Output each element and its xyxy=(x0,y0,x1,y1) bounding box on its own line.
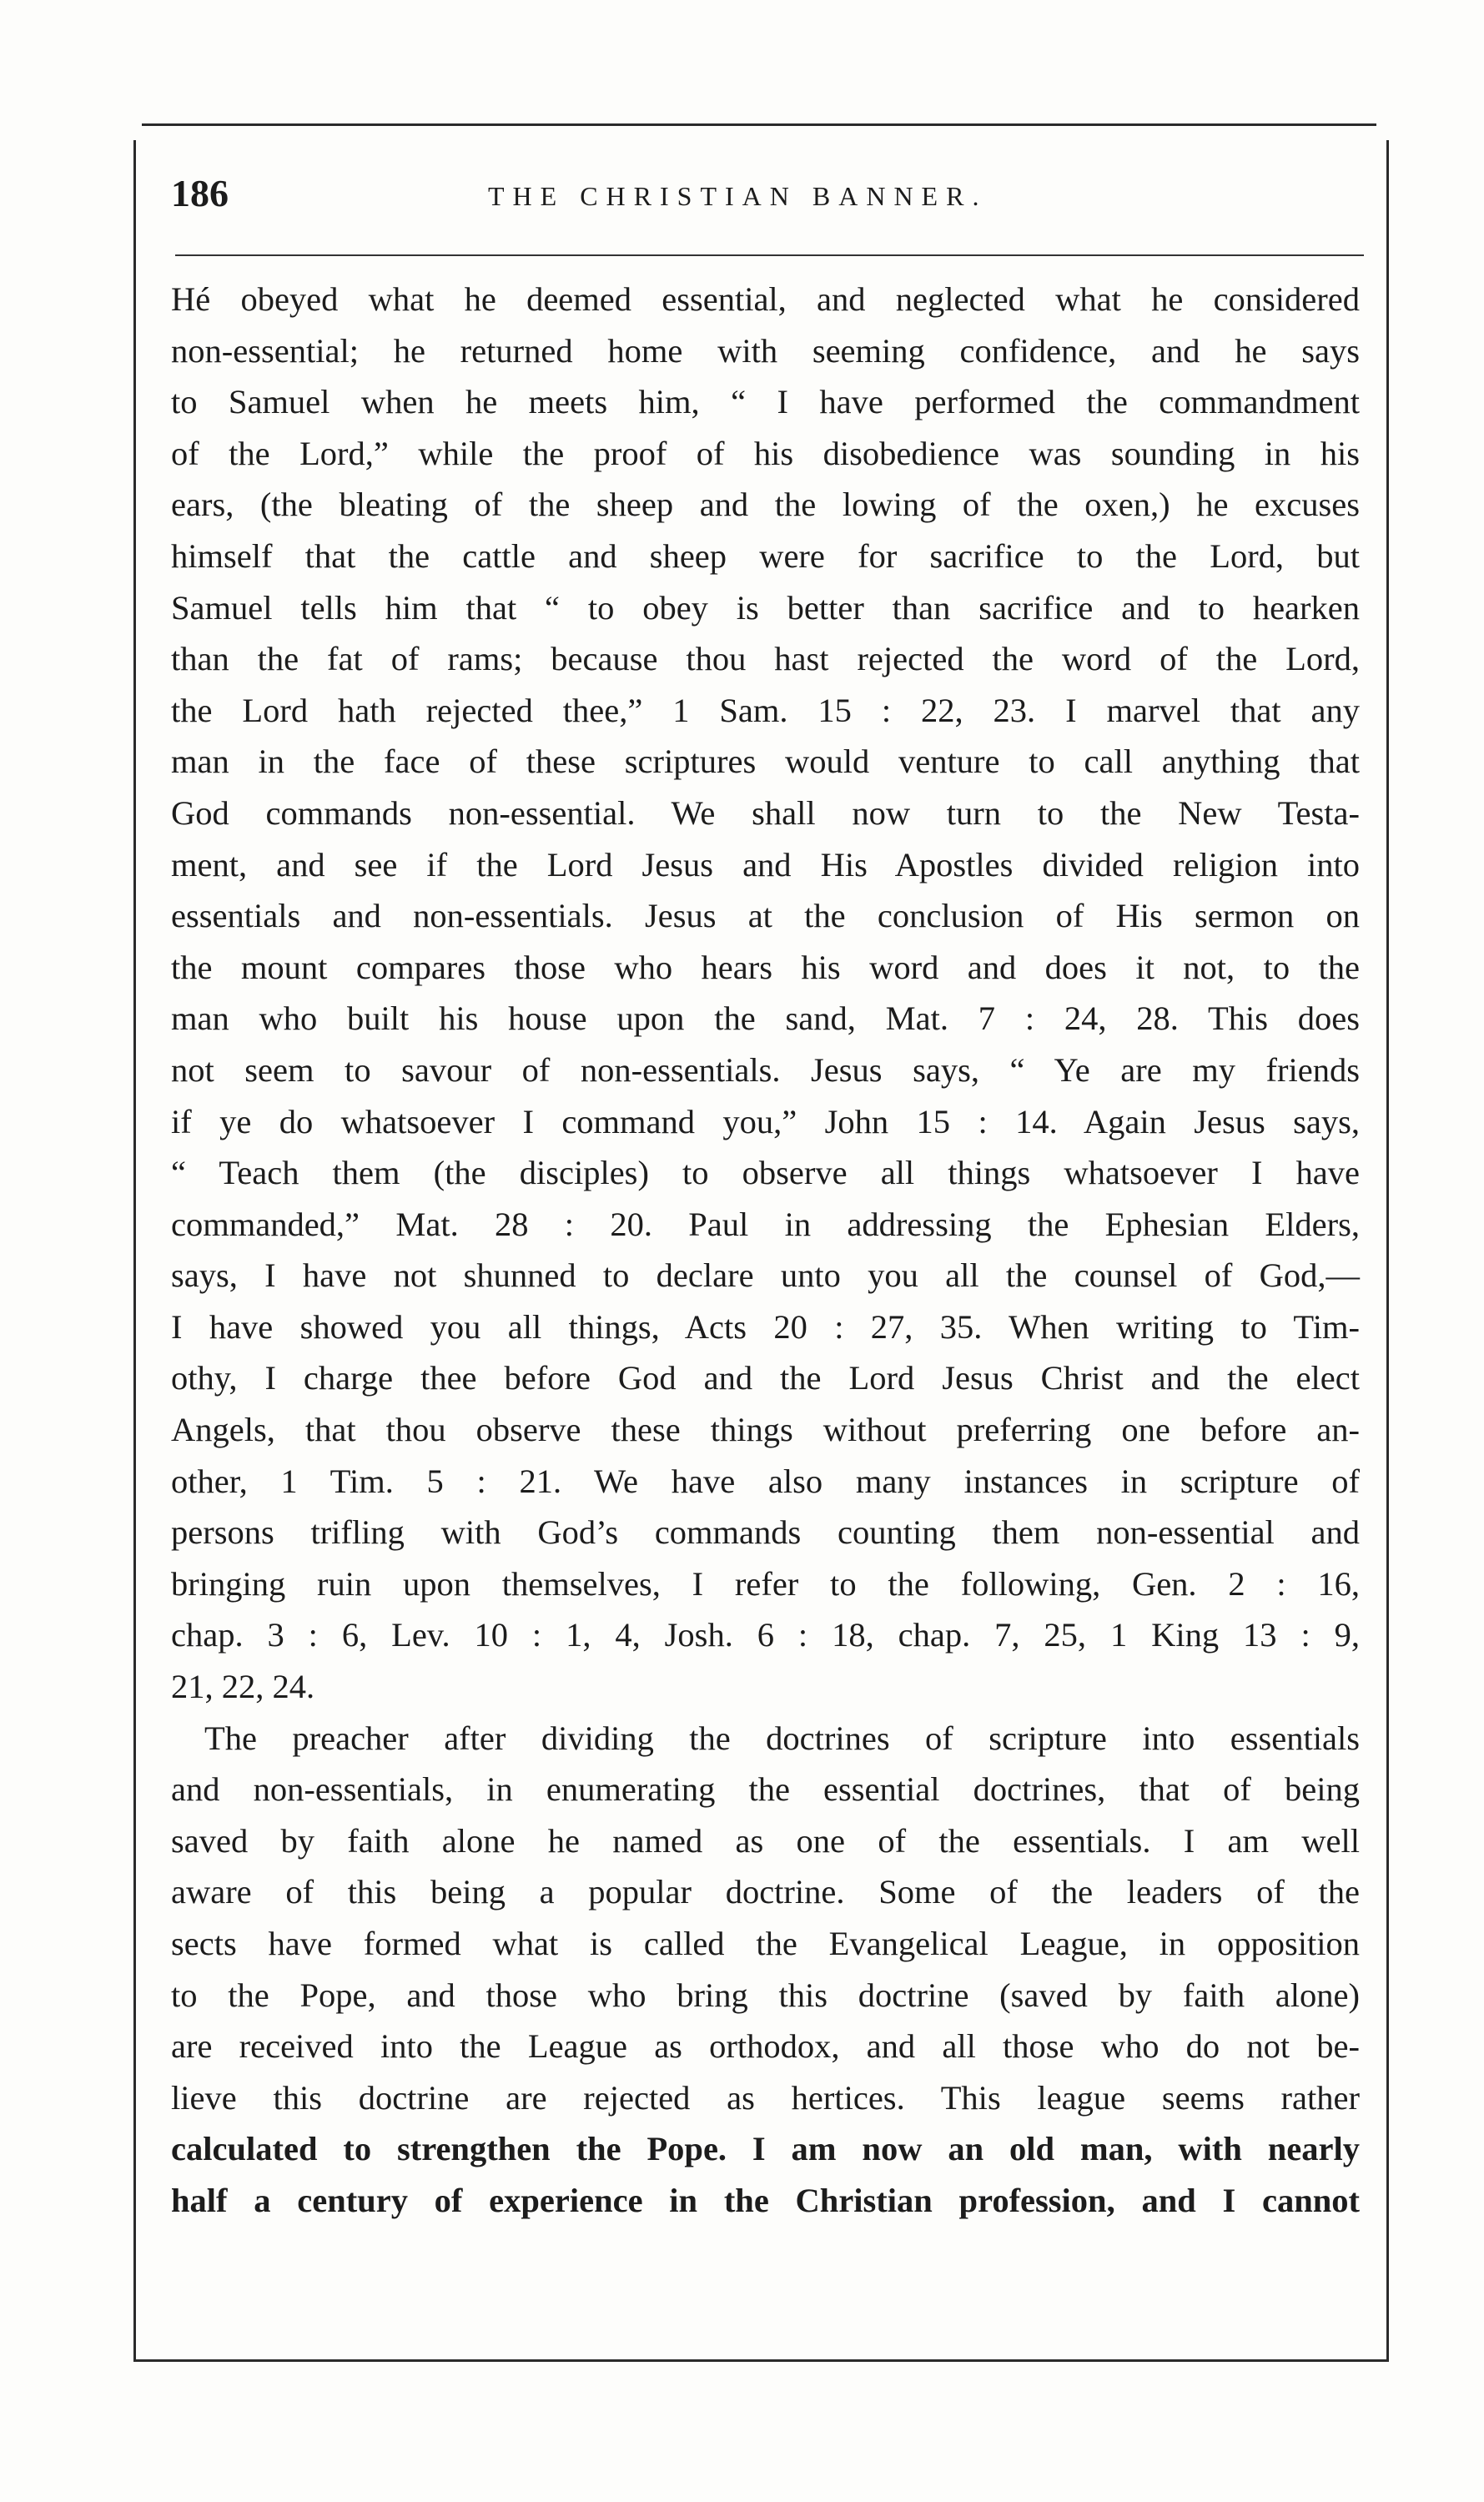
text-line: I have showed you all things, Acts 20 : 27, 35. When writing to Tim- xyxy=(171,1307,1360,1346)
text-line: saved by faith alone he named as one of the essentials. I am well xyxy=(171,1821,1360,1860)
body-text xyxy=(171,274,1360,2227)
text-line: says, I have not shunned to declare unto you all the counsel of God,— xyxy=(171,1256,1360,1295)
text-line: other, 1 Tim. 5 : 21. We have also many instances in scripture of xyxy=(171,1462,1360,1500)
text-line: non-essential; he returned home with seeming confidence, and he says xyxy=(171,331,1360,370)
left-border xyxy=(133,140,136,2359)
text-line: chap. 3 : 6, Lev. 10 : 1, 4, Josh. 6 : 18, chap. 7, 25, 1 King 13 : 9, xyxy=(171,1616,1360,1654)
text-line: God commands non-essential. We shall now turn to the New Testa- xyxy=(171,793,1360,832)
text-line: not seem to savour of non-essentials. Jesus says, “ Ye are my friends xyxy=(171,1050,1360,1089)
text-line: ment, and see if the Lord Jesus and His Apostles divided religion into xyxy=(171,845,1360,884)
text-line: essentials and non-essentials. Jesus at the conclusion of His sermon on xyxy=(171,897,1360,935)
text-line: are received into the League as orthodox, and all those who do not be- xyxy=(171,2027,1360,2066)
paragraph-2 xyxy=(171,1713,1360,2227)
header-rule xyxy=(175,254,1364,256)
text-line: man in the face of these scriptures would venture to call anything that xyxy=(171,743,1360,781)
text-line: persons trifling with God’s commands counting them non-essential and xyxy=(171,1513,1360,1552)
page-number: 186 xyxy=(171,172,229,214)
top-rule xyxy=(142,123,1376,126)
text-line: lieve this doctrine are rejected as hertices. This league seems rather xyxy=(171,2078,1360,2117)
text-line: aware of this being a popular doctrine. Some of the leaders of the xyxy=(171,1873,1360,1911)
text-line: than the fat of rams; because thou hast rejected the word of the Lord, xyxy=(171,640,1360,678)
bottom-rule xyxy=(133,2359,1389,2362)
paragraph-1 xyxy=(171,274,1360,1713)
text-line: the mount compares those who hears his word and does it not, to the xyxy=(171,948,1360,986)
text-line: to Samuel when he meets him, “ I have performed the commandment xyxy=(171,383,1360,421)
text-line: “ Teach them (the disciples) to observe all things whatsoever I have xyxy=(171,1154,1360,1192)
text-line: if ye do whatsoever I command you,” John 15 : 14. Again Jesus says, xyxy=(171,1102,1360,1140)
text-line: of the Lord,” while the proof of his disobedience was sounding in his xyxy=(171,434,1360,472)
text-line: 21, 22, 24. xyxy=(171,1668,315,1706)
text-line: himself that the cattle and sheep were for sacrifice to the Lord, but xyxy=(171,536,1360,575)
text-line: the Lord hath rejected thee,” 1 Sam. 15 : 22, 23. I marvel that any xyxy=(171,691,1360,729)
text-line: man who built his house upon the sand, Mat. 7 : 24, 28. This does xyxy=(171,999,1360,1038)
running-head xyxy=(171,171,1356,229)
text-line: calculated to strengthen the Pope. I am now an old man, with nearly xyxy=(171,2130,1360,2168)
text-line: sects have formed what is called the Evangelical League, in opposition xyxy=(171,1925,1360,1962)
text-line: othy, I charge thee before God and the Lord Jesus Christ and the elect xyxy=(171,1359,1360,1397)
text-line: to the Pope, and those who bring this doctrine (saved by faith alone) xyxy=(171,1976,1360,2014)
text-line: half a century of experience in the Christian profession, and I cannot xyxy=(171,2181,1360,2219)
text-line: Hé obeyed what he deemed essential, and neglected what he considered xyxy=(171,280,1360,318)
text-line: commanded,” Mat. 28 : 20. Paul in addressing the Ephesian Elders, xyxy=(171,1205,1360,1243)
text-line: and non-essentials, in enumerating the essential doctrines, that of being xyxy=(171,1770,1360,1809)
text-line: The preacher after dividing the doctrines of scripture into essentials xyxy=(204,1719,1360,1757)
text-line: ears, (the bleating of the sheep and the lowing of the oxen,) he excuses xyxy=(171,486,1360,524)
right-border xyxy=(1386,140,1389,2359)
text-line: bringing ruin upon themselves, I refer to the following, Gen. 2 : 16, xyxy=(171,1564,1360,1603)
journal-title: THE CHRISTIAN BANNER. xyxy=(488,181,988,211)
text-line: Angels, that thou observe these things without preferring one before an- xyxy=(171,1411,1360,1449)
text-line: Samuel tells him that “ to obey is better than sacrifice and to hearken xyxy=(171,588,1360,627)
